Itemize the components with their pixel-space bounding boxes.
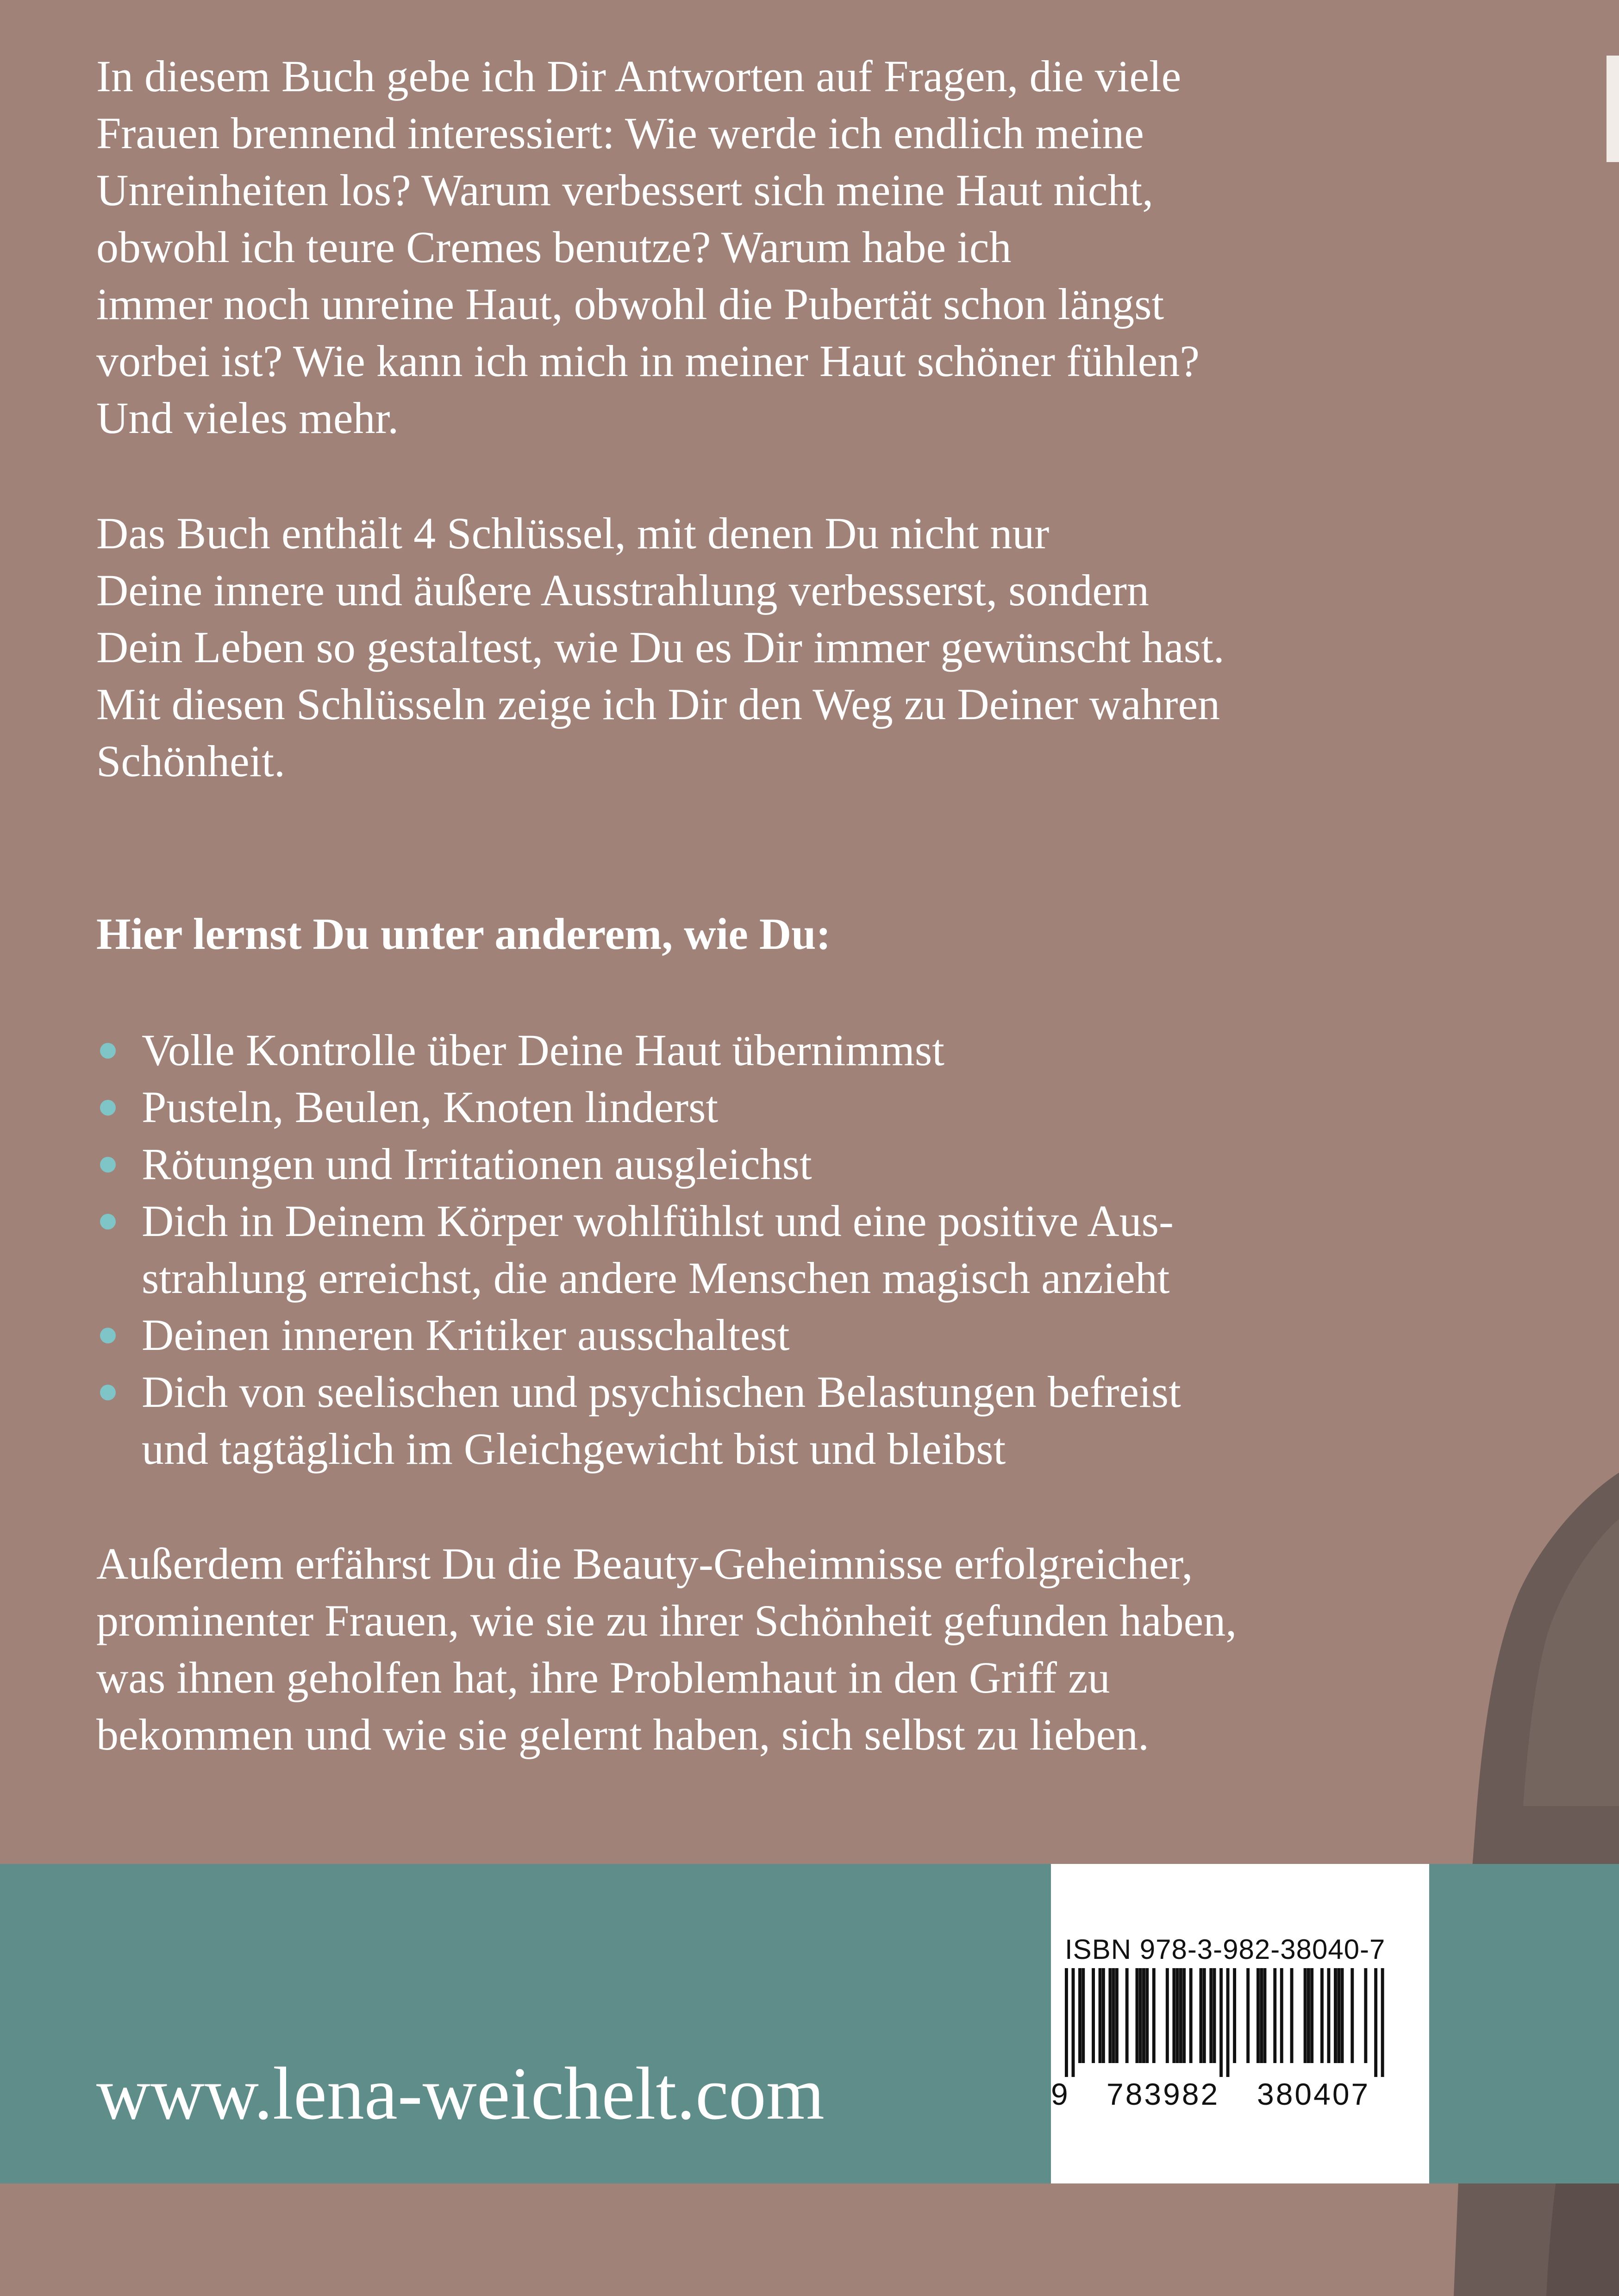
bullet-dot-icon [100,1214,116,1230]
barcode-bar [1320,1968,1324,2063]
closing-paragraph [96,1535,1485,1763]
barcode-bar [1200,1968,1203,2063]
barcode-bar [1256,1968,1260,2063]
list-item-line: Dich von seelischen und psychischen Belastungen befreist [142,1367,1181,1417]
bullet-dot-icon [100,1328,116,1343]
barcode-bar [1219,1968,1223,2077]
barcode-bar [1136,1968,1139,2063]
keys-line: Das Buch enthält 4 Schlüssel, mit denen Du nicht nur [96,508,1050,558]
list-item [96,1022,1485,1079]
barcode-bar [1233,1968,1236,2063]
barcode-bar [1065,1968,1068,2077]
isbn-label: ISBN 978-3-982-38040-7 [1065,1934,1386,1965]
keys-line: Dein Leben so gestaltest, wie Du es Dir immer gewünscht hast. [96,622,1225,672]
barcode-bar [1145,1968,1149,2063]
list-item [96,1363,1485,1477]
list-item-line: strahlung erreichst, die andere Menschen magisch anzieht [142,1253,1170,1303]
intro-paragraph [96,48,1485,446]
bullet-dot-icon [100,1100,116,1116]
barcode-image [1065,1968,1384,2077]
barcode-bar [1273,1968,1276,2063]
barcode-bar [1263,1968,1267,2063]
intro-line: immer noch unreine Haut, obwohl die Pubertät schon längst [96,279,1164,329]
barcode-bar [1364,1968,1367,2063]
barcode-bar [1334,1968,1337,2063]
closing-line: Außerdem erfährst Du die Beauty-Geheimnisse erfolgreicher, [96,1539,1193,1588]
intro-line: obwohl ich teure Cremes benutze? Warum habe ich [96,222,1012,272]
intro-line: Frauen brennend interessiert: Wie werde ich endlich meine [96,108,1144,158]
closing-line: bekommen und wie sie gelernt haben, sich selbst zu lieben. [96,1710,1150,1759]
bullet-dot-icon [100,1157,116,1173]
list-item [96,1135,1485,1192]
bullet-dot-icon [100,1043,116,1059]
barcode-bar [1260,1968,1263,2063]
list-item-line: Deinen inneren Kritiker ausschaltest [142,1310,790,1360]
keys-paragraph [96,505,1485,790]
barcode-bar [1182,1968,1186,2063]
barcode-bar [1092,1968,1095,2063]
barcode-bar [1081,1968,1085,2063]
barcode-bar [1203,1968,1206,2063]
barcode-bar [1327,1968,1331,2063]
barcode-bar [1115,1968,1119,2063]
barcode-bar [1125,1968,1129,2063]
barcode-bar [1280,1968,1283,2063]
barcode-bar [1142,1968,1145,2063]
list-item-line: Rötungen und Irritationen ausgleichst [142,1139,812,1189]
barcode-bar [1209,1968,1213,2063]
top-edge-mark [1606,56,1619,162]
barcode-bar [1176,1968,1179,2063]
barcode-bar [1078,1968,1081,2063]
list-item-line: Dich in Deinem Körper wohlfühlst und eine positive Aus- [142,1196,1174,1246]
list-item [96,1079,1485,1135]
barcode-bar [1072,1968,1075,2077]
barcode-digit-group-left: 783982 [1106,2077,1220,2111]
barcode-bar [1337,1968,1340,2063]
barcode-bar [1304,1968,1307,2063]
barcode-bar [1307,1968,1310,2063]
barcode-bar [1310,1968,1313,2063]
barcode-bar [1246,1968,1250,2063]
list-item-line: Volle Kontrolle über Deine Haut übernimmst [142,1025,944,1075]
website-link[interactable]: www.lena-weichelt.com [96,2052,825,2135]
closing-line: prominenter Frauen, wie sie zu ihrer Schönheit gefunden haben, [96,1596,1237,1645]
list-item [96,1306,1485,1363]
closing-line: was ihnen geholfen hat, ihre Problemhaut in den Griff zu [96,1653,1110,1702]
barcode-digit-first: 9 [1051,2077,1068,2111]
benefits-list [96,1022,1485,1477]
barcode-bar [1350,1968,1354,2063]
barcode-bar [1152,1968,1156,2063]
bullet-dot-icon [100,1385,116,1400]
list-heading: Hier lernst Du unter anderem, wie Du: [96,909,831,959]
list-item [96,1192,1485,1306]
barcode-panel [1051,1864,1429,2183]
keys-line: Mit diesen Schlüsseln zeige ich Dir den Weg zu Deiner wahren [96,679,1220,729]
intro-line: In diesem Buch gebe ich Dir Antworten auf Fragen, die viele [96,51,1181,101]
barcode-bar [1213,1968,1216,2063]
barcode-bar [1172,1968,1175,2063]
barcode-bar [1341,1968,1344,2063]
intro-line: Unreinheiten los? Warum verbessert sich meine Haut nicht, [96,165,1154,215]
intro-line: vorbei ist? Wie kann ich mich in meiner Haut schöner fühlen? [96,336,1200,386]
barcode-bar [1381,1968,1384,2077]
intro-line: Und vieles mehr. [96,393,399,443]
barcode-bar [1166,1968,1169,2063]
barcode-bar [1139,1968,1142,2063]
barcode-bar [1102,1968,1105,2063]
list-item-line: und tagtäglich im Gleichgewicht bist und bleibst [142,1424,1006,1474]
barcode-digit-group-right: 380407 [1257,2077,1370,2111]
barcode-bar [1290,1968,1294,2063]
barcode-bar [1112,1968,1115,2063]
list-item-line: Pusteln, Beulen, Knoten linderst [142,1082,719,1132]
barcode-bar [1374,1968,1377,2077]
barcode-bar [1099,1968,1102,2063]
barcode-bar [1189,1968,1193,2063]
barcode-bar [1226,1968,1230,2077]
keys-line: Schönheit. [96,736,285,786]
keys-line: Deine innere und äußere Ausstrahlung verbesserst, sondern [96,565,1149,615]
barcode-bar [1108,1968,1112,2063]
barcode-bar [1179,1968,1182,2063]
